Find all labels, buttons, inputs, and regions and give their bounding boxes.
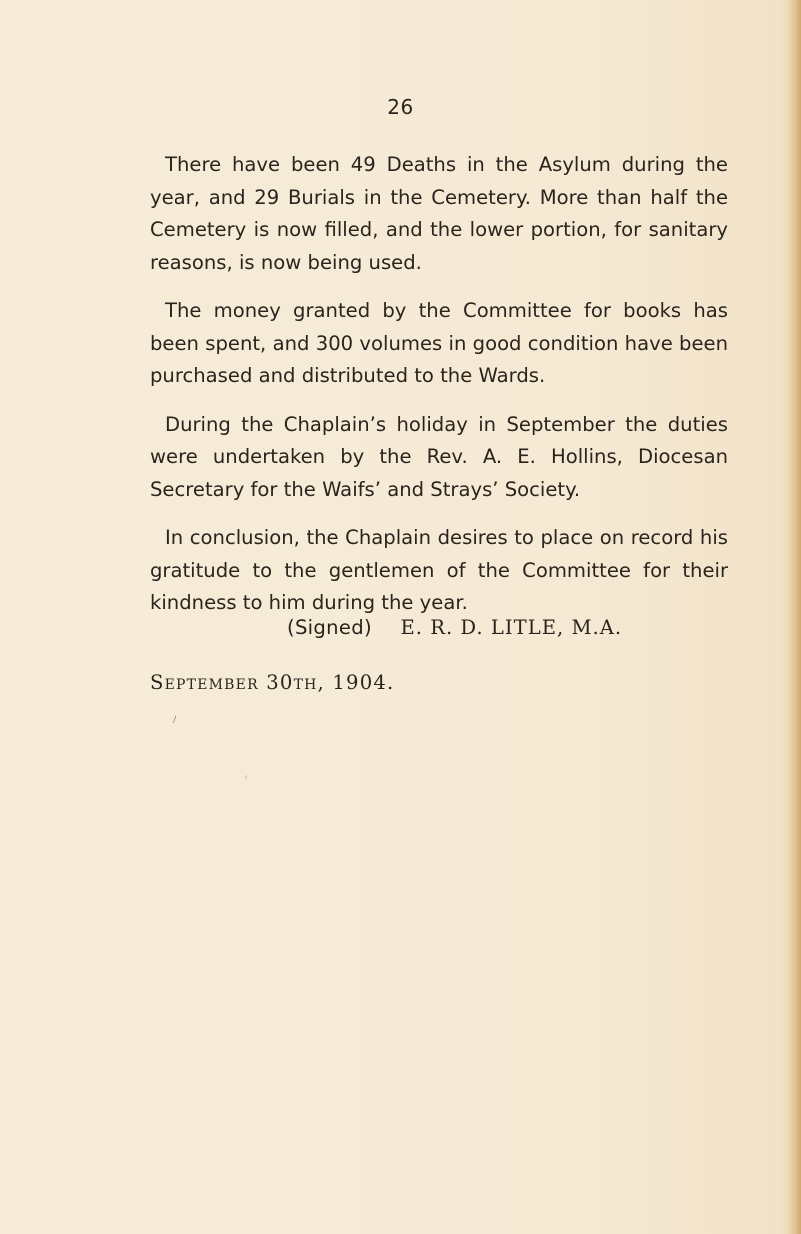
page-edge-shadow (787, 0, 801, 1234)
paragraph-holiday: During the Chaplain’s holiday in September the duties were undertaken by the Rev. A. E. Hollins, Diocesan Secretary for the Waifs’ and Strays’ Society. (150, 412, 728, 501)
signature-name: E. R. D. LITLE, M.A. (400, 616, 623, 639)
report-date: September 30th, 1904. (150, 671, 395, 694)
report-body (150, 149, 728, 636)
paragraph-deaths: There have been 49 Deaths in the Asylum during the year, and 29 Burials in the Cemetery. More than half the Cemetery is now filled, and the lower portion, for sanitary reasons, is now being used. (150, 153, 728, 274)
stray-ink-mark: / (173, 712, 177, 726)
signature-label: (Signed) (287, 616, 372, 639)
stray-ink-mark: ‹ (244, 769, 248, 783)
signature-line (287, 616, 622, 639)
paragraph-conclusion: In conclusion, the Chaplain desires to place on record his gratitude to the gentlemen of the Committee for their kindness to him during the year. (150, 526, 728, 614)
page-number: 26 (387, 95, 414, 119)
paragraph-books: The money granted by the Committee for books has been spent, and 300 volumes in good condition have been purchased and distributed to the Wards. (150, 299, 728, 387)
